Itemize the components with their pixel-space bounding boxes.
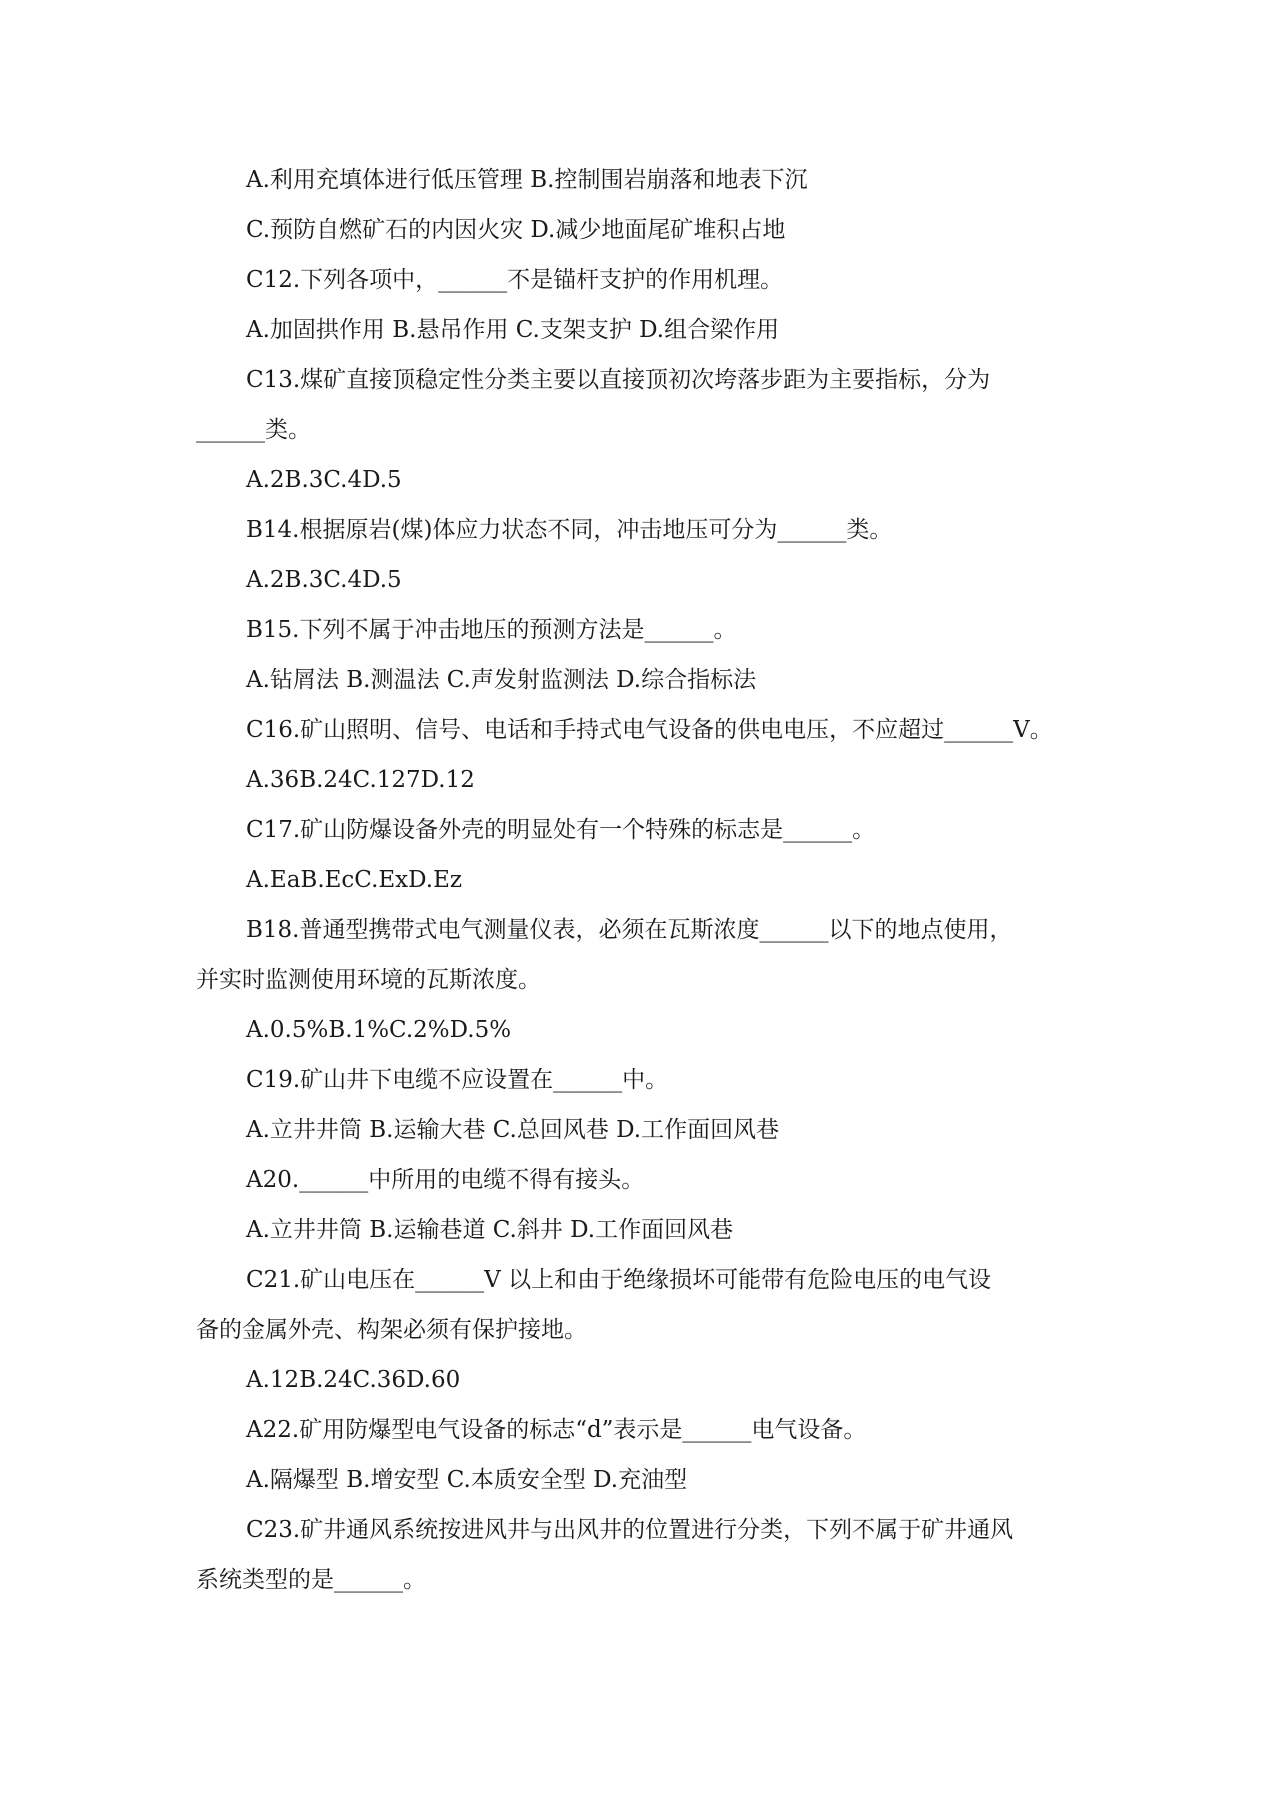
text-line: C12.下列各项中，______不是锚杆支护的作用机理。 (246, 267, 784, 293)
text-line: A.36B.24C.127D.12 (246, 767, 475, 793)
text-line: A.钻屑法 B.测温法 C.声发射监测法 D.综合指标法 (246, 667, 757, 693)
text-line: C23.矿井通风系统按进风井与出风井的位置进行分类，下列不属于矿井通风 (246, 1517, 1014, 1543)
text-line: C16.矿山照明、信号、电话和手持式电气设备的供电电压，不应超过______V。 (246, 717, 1053, 743)
text-line: C.预防自燃矿石的内因火灾 D.减少地面尾矿堆积占地 (246, 217, 786, 243)
text-line: A.立井井筒 B.运输大巷 C.总回风巷 D.工作面回风巷 (246, 1117, 780, 1143)
text-line: C17.矿山防爆设备外壳的明显处有一个特殊的标志是______。 (246, 817, 876, 843)
text-line: C19.矿山井下电缆不应设置在______中。 (246, 1067, 669, 1093)
text-line: 系统类型的是______。 (196, 1567, 426, 1593)
text-line: C21.矿山电压在______V 以上和由于绝缘损坏可能带有危险电压的电气设 (246, 1267, 992, 1293)
text-line: A.隔爆型 B.增安型 C.本质安全型 D.充油型 (246, 1467, 688, 1493)
text-line: A.EaB.EcC.ExD.Ez (246, 867, 462, 893)
text-line: A.2B.3C.4D.5 (246, 567, 402, 593)
text-line: A.0.5%B.1%C.2%D.5% (246, 1017, 512, 1043)
text-line: A.利用充填体进行低压管理 B.控制围岩崩落和地表下沉 (246, 167, 808, 193)
text-line: B18.普通型携带式电气测量仪表，必须在瓦斯浓度______以下的地点使用， (246, 917, 1013, 943)
text-line: ______类。 (196, 417, 311, 443)
text-line: B14.根据原岩(煤)体应力状态不同，冲击地压可分为______类。 (246, 517, 893, 543)
text-line: 备的金属外壳、构架必须有保护接地。 (196, 1317, 587, 1343)
text-line: A.立井井筒 B.运输巷道 C.斜井 D.工作面回风巷 (246, 1217, 734, 1243)
text-line: A.2B.3C.4D.5 (246, 467, 402, 493)
text-line: B15.下列不属于冲击地压的预测方法是______。 (246, 617, 737, 643)
text-line: A.加固拱作用 B.悬吊作用 C.支架支护 D.组合梁作用 (246, 317, 780, 343)
text-line: A20.______中所用的电缆不得有接头。 (246, 1167, 645, 1193)
text-line: A.12B.24C.36D.60 (246, 1367, 461, 1393)
text-line: C13.煤矿直接顶稳定性分类主要以直接顶初次垮落步距为主要指标，分为 (246, 367, 991, 393)
question-text-block (196, 155, 1088, 1605)
text-line: A22.矿用防爆型电气设备的标志“d”表示是______电气设备。 (246, 1417, 867, 1443)
text-line: 并实时监测使用环境的瓦斯浓度。 (196, 967, 541, 993)
